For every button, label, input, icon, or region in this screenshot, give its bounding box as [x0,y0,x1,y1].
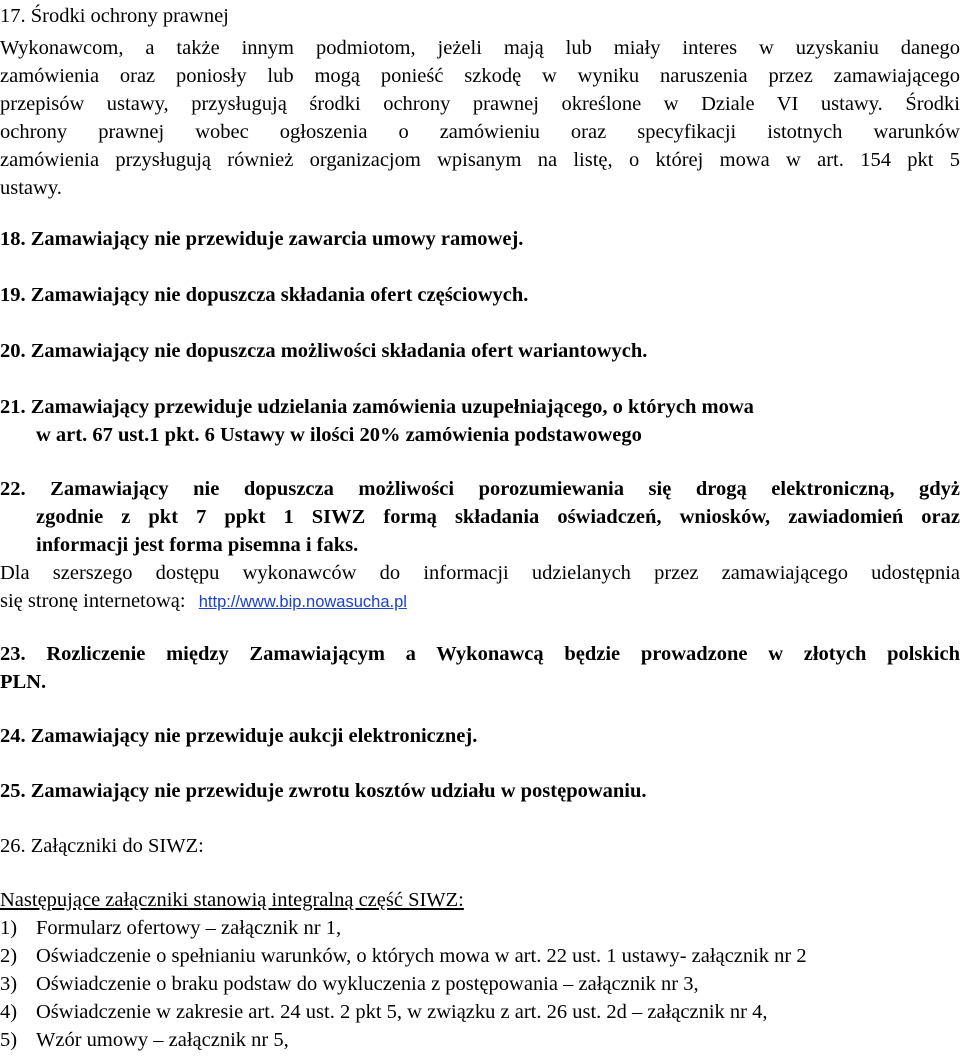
attachment-item-number: 1) [0,917,18,939]
section-25: 25. Zamawiający nie przewiduje zwrotu kosztów udziału w postępowaniu. [0,780,647,802]
attachment-item-text: Oświadczenie o braku podstaw do wykluczenia z postępowania – załącznik nr 3, [36,973,699,995]
attachment-item-3 [0,970,960,999]
section-17-line-4: ochrony prawnej wobec ogłoszenia o zamówieniu oraz specyfikacji istotnych warunków [0,121,960,143]
section-17-line-3: przepisów ustawy, przysługują środki ochrony prawnej określone w Dziale VI ustawy. Środki [0,93,960,115]
attachment-item-text: Oświadczenie o spełnianiu warunków, o których mowa w art. 22 ust. 1 ustawy- załącznik nr 2 [36,945,807,967]
section-17-line-6: ustawy. [0,177,62,199]
section-23-line-1: 23. Rozliczenie między Zamawiającym a Wykonawcą będzie prowadzone w złotych polskich [0,643,960,665]
attachment-item-number: 3) [0,973,18,995]
section-22-line-1: 22. Zamawiający nie dopuszcza możliwości porozumiewania się drogą elektroniczną, gdyż [0,478,960,500]
section-22-line-3: informacji jest forma pisemna i faks. [36,534,359,556]
section-22-line-5 [0,587,960,617]
section-24: 24. Zamawiający nie przewiduje aukcji elektronicznej. [0,725,478,747]
section-22-line-4: Dla szerszego dostępu wykonawców do informacji udzielanych przez zamawiającego udostępnia [0,562,960,584]
attachment-item-number: 5) [0,1029,18,1051]
website-link[interactable]: http://www.bip.nowasucha.pl [198,593,407,611]
attachment-item-4 [0,998,960,1027]
section-21-line-2: w art. 67 ust.1 pkt. 6 Ustawy w ilości 20% zamówienia podstawowego [36,424,642,446]
section-26-heading: 26. Załączniki do SIWZ: [0,835,204,857]
section-19: 19. Zamawiający nie dopuszcza składania ofert częściowych. [0,284,529,306]
attachment-item-number: 2) [0,945,18,967]
section-17-line-2: zamówienia oraz poniosły lub mogą ponieść szkodę w wyniku naruszenia przez zamawiającego [0,65,960,87]
website-label: się stronę internetową: [0,590,186,612]
attachment-item-1 [0,914,960,943]
section-17-line-5: zamówienia przysługują również organizacjom wpisanym na listę, o której mowa w art. 154 pkt 5 [0,149,960,171]
attachment-item-5 [0,1026,960,1055]
section-20: 20. Zamawiający nie dopuszcza możliwości składania ofert wariantowych. [0,340,648,362]
section-17-heading: 17. Środki ochrony prawnej [0,5,229,27]
section-22-line-2: zgodnie z pkt 7 ppkt 1 SIWZ formą składania oświadczeń, wniosków, zawiadomień oraz [36,506,960,528]
section-21-line-1: 21. Zamawiający przewiduje udzielania zamówienia uzupełniającego, o których mowa [0,396,754,418]
attachment-item-number: 4) [0,1001,18,1023]
attachment-item-text: Oświadczenie w zakresie art. 24 ust. 2 pkt 5, w związku z art. 26 ust. 2d – załącznik nr 4, [36,1001,768,1023]
attachments-subheading [0,886,960,915]
section-17-line-1: Wykonawcom, a także innym podmiotom, jeżeli mają lub miały interes w uzyskaniu danego [0,37,960,59]
section-23-line-2: PLN. [0,671,47,693]
attachment-item-text: Wzór umowy – załącznik nr 5, [36,1029,289,1051]
attachment-item-text: Formularz ofertowy – załącznik nr 1, [36,917,342,939]
attachment-item-2 [0,942,960,971]
attachments-subheading-text: Następujące załączniki stanowią integralną część SIWZ: [0,889,464,911]
section-18: 18. Zamawiający nie przewiduje zawarcia umowy ramowej. [0,228,524,250]
